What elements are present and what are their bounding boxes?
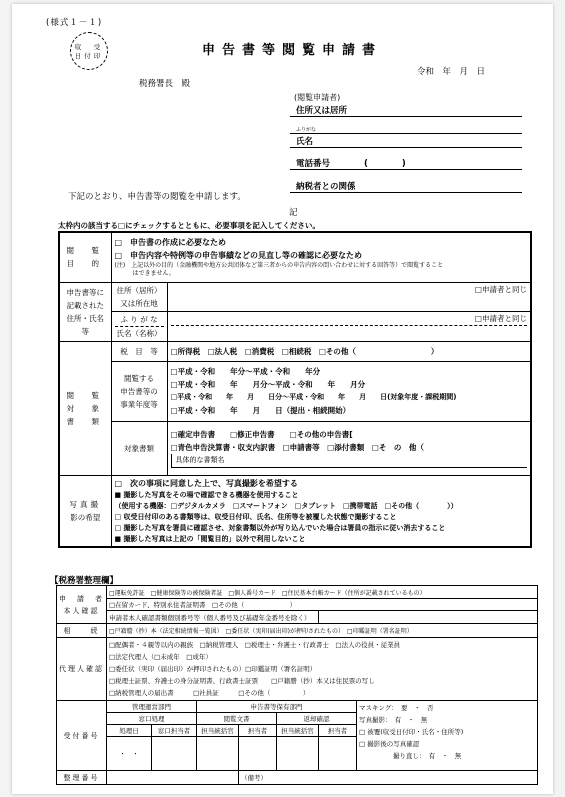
year-label-3: 事業年度等	[120, 399, 158, 409]
return-header: 返却確認	[277, 713, 357, 725]
proxy-label: 代理人確認	[57, 638, 107, 701]
application-table	[58, 231, 532, 548]
applicant-phone-field[interactable]	[290, 157, 522, 170]
same-as-applicant-2[interactable]: □申請者と同じ	[474, 313, 527, 323]
year-label-1: 閲覧する	[124, 373, 154, 383]
applicant-relation-field[interactable]	[290, 180, 522, 193]
doc-dept-header: 申告書等保有部門	[197, 701, 357, 713]
masking-box	[357, 701, 538, 771]
retake-line[interactable]: 撮り直し： 有 ・ 無	[393, 752, 462, 760]
stamp-line2: 日付印	[74, 52, 104, 60]
remarks-field[interactable]: （備考）	[239, 771, 538, 785]
proxy-options	[107, 638, 538, 701]
specific-doc-name-field[interactable]: 具体的な書類名	[171, 454, 528, 468]
staff-b-cell[interactable]	[239, 737, 277, 771]
furigana-label: ふりがな	[296, 127, 317, 133]
window-staff-cell[interactable]	[152, 737, 197, 771]
office-table	[56, 585, 538, 785]
year-label	[111, 361, 167, 421]
purpose-options	[111, 232, 531, 282]
taxpayer-name-label	[111, 311, 167, 341]
purpose-option-create[interactable]: □ 申告書の作成に必要なため	[114, 238, 227, 248]
purpose-label-2: 目 的	[66, 259, 104, 269]
photo-item-5: ■ 撮影した写真は上記の「閲覧目的」以外で利用しないこと	[114, 534, 306, 543]
tax-type-options[interactable]: □所得税 □法人税 □消費税 □相続税 □その他（ ）	[167, 341, 531, 361]
proxy-row-4[interactable]: □税理士証票、弁護士の身分証明書、行政書士証票 □戸籍謄（抄）本又は住民票の写し	[109, 677, 375, 685]
docs-label-2: 対 象	[66, 403, 104, 413]
taxpayer-address-label	[111, 282, 167, 311]
staff-a-header: 担当統括官	[197, 725, 239, 737]
staff-b-header: 担当者	[239, 725, 277, 737]
serial-number-field[interactable]	[107, 771, 239, 785]
purpose-option-review[interactable]: □ 申告内容や特例等の申告事績などの見直し等の確認に必要なため	[114, 251, 363, 261]
applicant-address-field[interactable]	[290, 104, 522, 117]
taxpayer-address-field[interactable]	[167, 282, 531, 311]
photo-item-4[interactable]: □ 撮影した写真を署員に確認させ、対象書類以外が写り込んでいた場合は署員の指示に従い消去すること	[114, 523, 446, 532]
staff-d-cell[interactable]	[319, 737, 357, 771]
document-title: 申告書等閲覧申請書	[202, 43, 383, 58]
tax-type-label: 税 目 等	[111, 341, 167, 361]
photo-label-2: 影の希望	[70, 512, 101, 522]
photo-check-line[interactable]: 写真撮影： 有 ・ 無	[359, 716, 428, 724]
photo-after-check[interactable]: □ 撮影後の写真確認	[359, 740, 420, 748]
purpose-note-1: (注) 上記以外の目的（金融機関や地方公共団体など第三者からの申告内容の問い合わせに対する回答等）で閲覧すること	[114, 262, 444, 270]
year-option-2[interactable]: □平成・令和 年 月分～平成・令和 年 月分	[170, 380, 366, 389]
proxy-row-3[interactable]: □委任状（実印（届出印）が押印されたもの）□印鑑証明（署名証明）	[109, 665, 317, 673]
addr-label-1: 住所（居所）	[116, 285, 162, 295]
target-option-2[interactable]: □青色申告決算書・収支内訳書 □申請書等 □添付書類 □そ の 他（	[170, 443, 424, 452]
date-line: 令和 年 月 日	[417, 67, 486, 77]
photo-consent-checkbox[interactable]: □ 次の事項に同意した上で、写真撮影を希望する	[114, 478, 298, 488]
proc-date-cell[interactable]: ・ ・	[107, 737, 152, 771]
id-row-2[interactable]: □在留カード、特別永住者証明書 □その他（ ）	[107, 599, 538, 611]
id-label-1: 申 請 者	[59, 594, 104, 603]
applicant-label: (閲覧申請者)	[294, 93, 341, 102]
photo-item-3[interactable]: □ 収受日付印のある書類等は、収受日付印、氏名、住所等を被覆した状態で撮影すること	[114, 512, 397, 521]
reception-number-label: 受付番号	[57, 701, 107, 771]
staff-a-cell[interactable]	[197, 737, 239, 771]
purpose-label-1: 閲 覧	[66, 246, 104, 256]
taxpayer-label	[59, 282, 111, 341]
name-label: 氏名	[296, 137, 314, 147]
docs-label-1: 閲 覧	[66, 390, 104, 400]
proxy-row-1[interactable]: □配偶者・４親等以内の親族 □納税管理人 □税理士・弁護士・行政書士 □法人の役員・従業員	[109, 641, 401, 649]
photo-options	[111, 475, 531, 547]
staff-c-header: 担当統括官	[277, 725, 319, 737]
relation-label: 納税者との関係	[296, 182, 356, 192]
window-header: 窓口処理	[107, 713, 197, 725]
docs-label-3: 書 類	[66, 416, 104, 426]
addressee: 税務署長 殿	[139, 79, 191, 89]
applicant-furigana-field[interactable]	[290, 124, 522, 134]
name-name-label: 氏名（名称）	[116, 328, 162, 338]
form-number: (様式１－１)	[46, 18, 103, 28]
receipt-stamp-circle	[70, 32, 108, 70]
id-row-3: 申請者本人確認書類個別番号等（個人番号及び基礎年金番号を除く）	[107, 611, 319, 624]
proc-date-header: 処理日	[107, 725, 152, 737]
purpose-label	[59, 232, 111, 282]
cover-check[interactable]: □ 被覆(収受日付印・氏名・住所等)	[359, 728, 464, 736]
taxpayer-label-4: 等	[81, 326, 89, 336]
mgmt-dept-header: 管理運営部門	[107, 701, 197, 713]
target-docs-label: 対象書類	[111, 421, 167, 475]
year-label-2: 申告書等の	[120, 386, 158, 396]
year-option-3[interactable]: □平成・令和 年 月 日分～平成・令和 年 月 日(対象年度・課税期間)	[170, 393, 457, 401]
purpose-note-2: はできません。	[114, 270, 175, 278]
masking-line[interactable]: マスキング： 要 ・ 否	[359, 704, 434, 712]
target-option-1[interactable]: □確定申告書 □修正申告書 □その他の申告書[	[170, 430, 353, 439]
year-options	[167, 361, 531, 421]
addr-label-2: 又は所在地	[120, 298, 158, 308]
year-option-1[interactable]: □平成・令和 年分～平成・令和 年分	[170, 367, 321, 376]
intro-text: 下記のとおり、申告書等の閲覧を申請します。	[68, 192, 246, 202]
id-number-field[interactable]	[319, 611, 538, 624]
form-page	[12, 4, 553, 794]
ki-label: 記	[289, 208, 298, 218]
address-label: 住所又は居所	[296, 106, 348, 116]
photo-device-options[interactable]: （使用する機器：□デジタルカメラ □スマートフォン □タブレット □携帯電話 □その他（ ））	[114, 501, 458, 510]
proxy-row-5[interactable]: □納税管理人の届出書 □社員証 □その他（ ）	[109, 689, 310, 697]
id-label-2: 本人確認	[63, 606, 100, 615]
taxpayer-label-1: 申告書等に	[66, 287, 104, 297]
serial-number-label: 整理番号	[57, 771, 107, 785]
instruction-text: 太枠内の該当する□にチェックするとともに、必要事項を記入してください。	[58, 221, 320, 230]
id-check-label	[57, 586, 107, 624]
proxy-row-2[interactable]: □法定代理人（□未成年 □成年）	[109, 653, 212, 661]
docs-label	[59, 341, 111, 475]
taxpayer-label-3: 住所・氏名	[66, 313, 104, 323]
id-row-1[interactable]: □運転免許証 □健康保険等の被保険者証 □個人番号カード □住民基本台帳カード（住所が記載されているもの）	[107, 586, 538, 599]
inherit-row[interactable]: □戸籍謄（抄）本（法定相続情報一覧図） □委任状（実印(届出印)が押印されたもの） □印鑑証明（署名証明）	[107, 624, 538, 638]
taxpayer-label-2: 記載された	[66, 300, 104, 310]
inherit-label: 相 続	[57, 624, 107, 638]
reading-header: 閲覧文書	[197, 713, 277, 725]
staff-c-cell[interactable]	[277, 737, 319, 771]
photo-label-1: 写真撮	[69, 499, 101, 509]
taxpayer-name-field[interactable]	[167, 311, 531, 341]
stamp-line1: 収 受	[74, 43, 104, 51]
phone-label: 電話番号 ( )	[296, 159, 406, 169]
staff-d-header: 担当者	[319, 725, 357, 737]
photo-label	[59, 475, 111, 547]
office-section-title: 【税務署整理欄】	[50, 576, 119, 586]
year-option-4[interactable]: □平成・令和 年 月 日（提出・相続開始）	[170, 406, 351, 415]
window-staff-header: 窓口担当者	[152, 725, 197, 737]
applicant-name-field[interactable]	[290, 135, 522, 148]
target-docs-options	[167, 421, 531, 475]
name-furigana-label: ふ り が な	[115, 313, 164, 327]
photo-item-1: ■ 撮影した写真をその場で確認できる機器を使用すること	[114, 490, 299, 499]
same-as-applicant-1[interactable]: □申請者と同じ	[474, 284, 527, 294]
